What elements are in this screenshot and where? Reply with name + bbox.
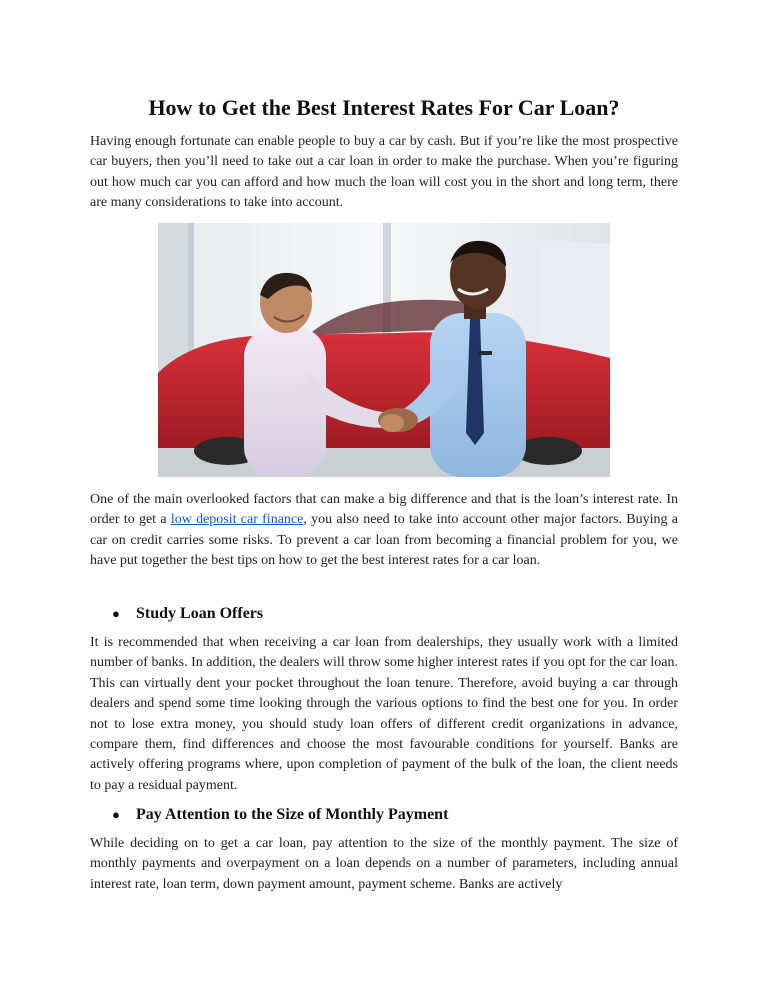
- section-heading-study-loan-offers: [112, 603, 263, 625]
- low-deposit-car-finance-link[interactable]: low deposit car finance: [170, 512, 304, 528]
- bullet-icon: ●: [112, 807, 120, 822]
- page-title: How to Get the Best Interest Rates For Car Loan?: [148, 95, 620, 120]
- overview-paragraph: [90, 490, 678, 572]
- overview-text-before: One of the main overlooked factors that can make a big difference and that is the loan’s interest rate. In order to get a: [90, 492, 678, 528]
- monthly-payment-paragraph: While deciding on to get a car loan, pay attention to the size of the monthly payment. The size of monthly payments and overpayment on a loan depends on a number of parameters, including annual interest rate, loan term, down payment amount, payment scheme. Banks are actively: [90, 836, 678, 892]
- intro-paragraph: Having enough fortunate can enable people to buy a car by cash. But if you’re like the most prospective car buyers, then you’ll need to take out a car loan in order to make the purchase. When you’re figuring out how much car you can afford and how much the loan will cost you in the short and long term, there are many considerations to take into account.: [90, 134, 678, 211]
- section-heading-text: Pay Attention to the Size of Monthly Payment: [136, 806, 449, 823]
- overview-text-after: , you also need to take into account other major factors. Buying a car on credit carries some risks. To prevent a car loan from becoming a financial problem for you, we have put together the best tips on how to get the best interest rates for a car loan.: [90, 512, 678, 569]
- handshake-photo: [158, 223, 610, 477]
- study-loan-offers-paragraph: It is recommended that when receiving a car loan from dealerships, they usually work with a limited number of banks. In addition, the dealers will throw some higher interest rates if you opt for the car loan. This can virtually dent your pocket throughout the loan tenure. Therefore, avoid buying a car through dealers and spend some time looking through the various options to find the best one for you. In order not to lose extra money, you should study loan offers of different credit organizations in advance, compare them, find differences and choose the most favourable conditions for yourself. Banks are actively offering programs where, upon completion of payment of the bulk of the loan, the client needs to pay a residual payment.: [90, 635, 678, 793]
- section-heading-text: Study Loan Offers: [136, 605, 264, 622]
- section-heading-monthly-payment: [112, 804, 448, 826]
- bullet-icon: ●: [112, 606, 120, 621]
